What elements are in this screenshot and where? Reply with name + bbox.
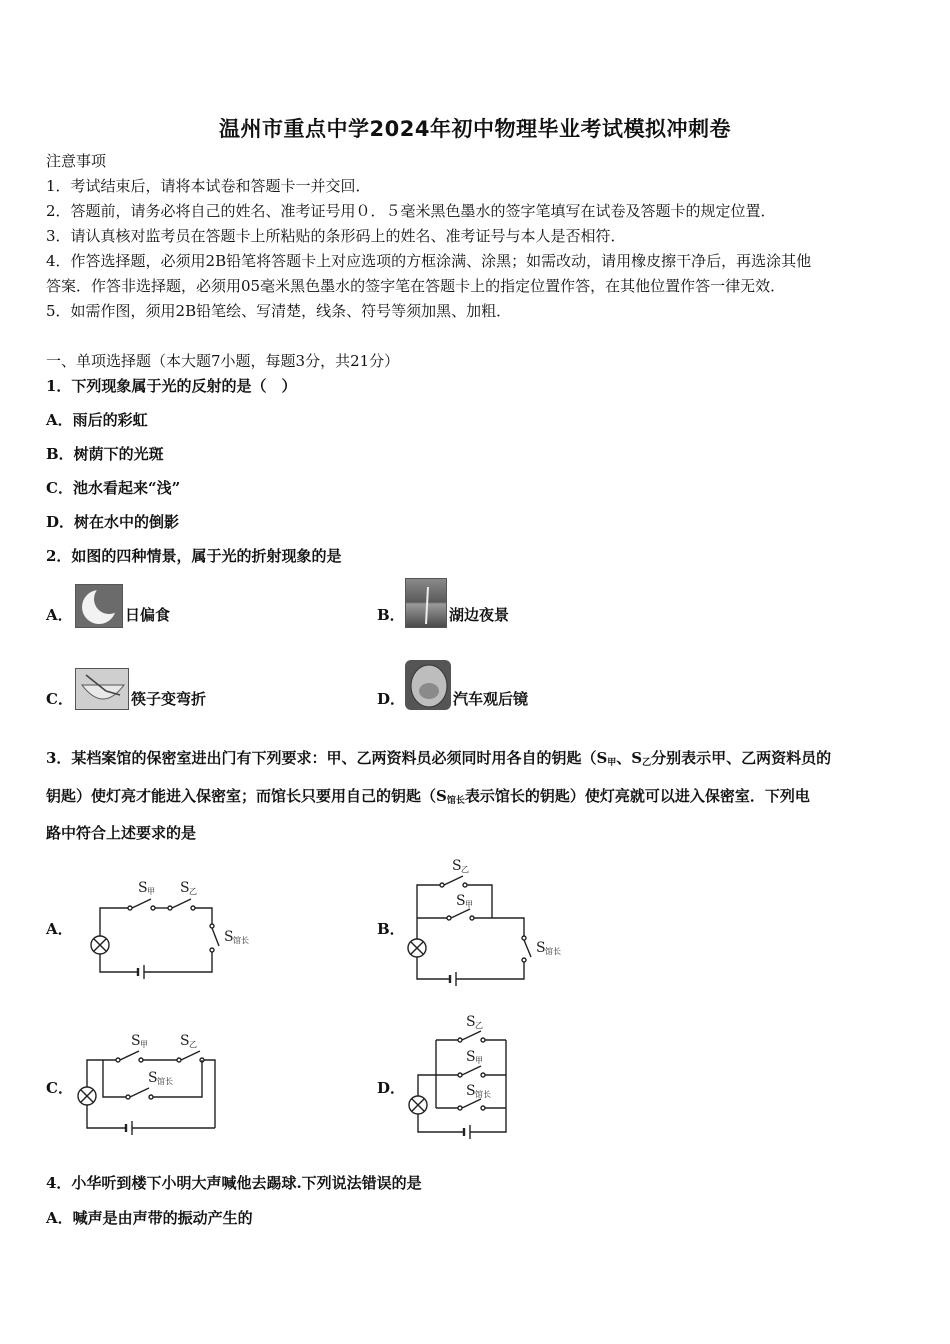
svg-text:S: S: [131, 1033, 141, 1049]
svg-text:馆长: 馆长: [475, 1090, 491, 1099]
q4-stem: 4．小华听到楼下小明大声喊他去踢球.下列说法错误的是: [46, 1174, 422, 1192]
q1-stem: 1．下列现象属于光的反射的是（ ）: [46, 377, 297, 395]
q1-option-c: C．池水看起来“浅”: [46, 479, 181, 497]
switch-guanzhang-lever: [130, 1088, 149, 1097]
svg-text:S: S: [452, 858, 462, 874]
circuit-d-diagram: [398, 1010, 588, 1145]
q3-stem-line1: 3．某档案馆的保密室进出门有下列要求：甲、乙两资料员必须同时用各自的钥匙（$S_甲$、$S_乙$分别表示甲、乙两资料员的: [46, 749, 832, 768]
label-jia: 甲: [147, 887, 155, 896]
svg-text:S: S: [466, 1049, 476, 1065]
svg-text:乙: 乙: [189, 1040, 197, 1049]
note-item: 5．如需作图，须用2B铅笔绘、写清楚，线条、符号等须加黑、加粗．: [46, 302, 512, 320]
eclipse-icon: [76, 585, 123, 628]
q3-stem-line3: 路中符合上述要求的是: [46, 824, 197, 842]
q3-option-d-letter: D．: [377, 1079, 406, 1097]
svg-text:甲: 甲: [475, 1056, 483, 1065]
q2-option-b-text: 湖边夜景: [449, 606, 510, 624]
chopsticks-bowl-image: [75, 668, 129, 710]
note-item: 答案．作答非选择题，必须用05毫米黑色墨水的签字笔在答题卡上的指定位置作答，在其他位置作答一律无效．: [46, 277, 786, 295]
svg-text:S: S: [466, 1083, 476, 1099]
q3-option-c-letter: C．: [46, 1079, 73, 1097]
svg-text:馆长: 馆长: [157, 1077, 173, 1086]
q2-stem: 2．如图的四种情景，属于光的折射现象的是: [46, 547, 342, 565]
switch-jia-lever: [451, 909, 470, 918]
circuit-a-diagram: [88, 870, 278, 990]
switch-jia-lever: [462, 1066, 481, 1075]
q3-stem-line2: 钥匙）使灯亮才能进入保密室；而馆长只要用自己的钥匙（$S_{馆长}$表示馆长的钥匙）使灯亮就可以进入保密室．下列电: [46, 787, 810, 806]
switch-yi-lever: [444, 876, 463, 885]
svg-text:S: S: [180, 880, 190, 896]
svg-text:S: S: [456, 893, 466, 909]
svg-text:S: S: [536, 940, 546, 956]
svg-text:S: S: [224, 929, 234, 945]
note-item: 4．作答选择题，必须用2B铅笔将答题卡上对应选项的方框涂满、涂黑；如需改动，请用橡皮擦干净后，再选涂其他: [46, 252, 812, 270]
q2-option-c-letter: C．: [46, 690, 73, 708]
exam-title: 温州市重点中学2024年初中物理毕业考试模拟冲刺卷: [219, 117, 731, 141]
lake-reflection-icon: [406, 579, 447, 628]
lake-night-image: [405, 578, 447, 628]
switch-guanzhang-lever: [524, 940, 531, 957]
q4-option-a: A．喊声是由声带的振动产生的: [46, 1209, 253, 1227]
switch-jia-lever: [120, 1051, 139, 1060]
note-item: 2．答题前，请务必将自己的姓名、准考证号用０．５毫米黑色墨水的签字笔填写在试卷及答题卡的规定位置．: [46, 202, 776, 220]
note-item: 3．请认真核对监考员在答题卡上所粘贴的条形码上的姓名、准考证号与本人是否相符．: [46, 227, 626, 245]
svg-text:甲: 甲: [465, 900, 473, 909]
svg-text:S: S: [180, 1033, 190, 1049]
notes-heading: 注意事项: [46, 152, 107, 170]
svg-text:乙: 乙: [189, 887, 197, 896]
switch-jia-lever: [132, 899, 151, 908]
q2-option-a-letter: A．: [46, 606, 73, 624]
rearview-mirror-image: [405, 660, 451, 710]
svg-text:乙: 乙: [461, 865, 469, 874]
switch-guanzhang-contact: [210, 924, 214, 928]
svg-text:乙: 乙: [475, 1021, 483, 1030]
q1-option-a: A．雨后的彩虹: [46, 411, 148, 429]
switch-guanzhang-lever: [462, 1099, 481, 1108]
switch-yi-lever: [181, 1051, 200, 1060]
svg-text:S: S: [466, 1014, 476, 1030]
note-item: 1．考试结束后，请将本试卷和答题卡一并交回．: [46, 177, 371, 195]
switch-guanzhang-lever: [212, 928, 219, 946]
solar-eclipse-image: [75, 584, 123, 628]
q2-option-d-text: 汽车观后镜: [453, 690, 529, 708]
q2-option-c-text: 筷子变弯折: [131, 690, 207, 708]
label-s: S: [138, 880, 148, 896]
q2-option-d-letter: D．: [377, 690, 406, 708]
q3-option-a-letter: A．: [46, 920, 73, 938]
svg-text:甲: 甲: [140, 1040, 148, 1049]
q2-option-b-letter: B．: [377, 606, 405, 624]
switch-jia-contact: [128, 906, 132, 910]
circuit-b-diagram: [402, 852, 602, 992]
q3-option-b-letter: B．: [377, 920, 405, 938]
section-heading: 一、单项选择题（本大题7小题，每题3分，共21分）: [46, 352, 400, 370]
q2-option-a-text: 日偏食: [125, 606, 171, 624]
switch-yi-lever: [462, 1031, 481, 1040]
svg-text:S: S: [148, 1070, 158, 1086]
svg-text:馆长: 馆长: [233, 936, 249, 945]
svg-text:馆长: 馆长: [545, 947, 561, 956]
switch-yi-lever: [172, 899, 191, 908]
circuit-c-diagram: [72, 1020, 262, 1145]
bowl-icon: [76, 669, 129, 710]
switch-yi-contact: [168, 906, 172, 910]
mirror-icon: [406, 661, 451, 710]
q1-option-d: D．树在水中的倒影: [46, 513, 180, 531]
q1-option-b: B．树荫下的光斑: [46, 445, 164, 463]
